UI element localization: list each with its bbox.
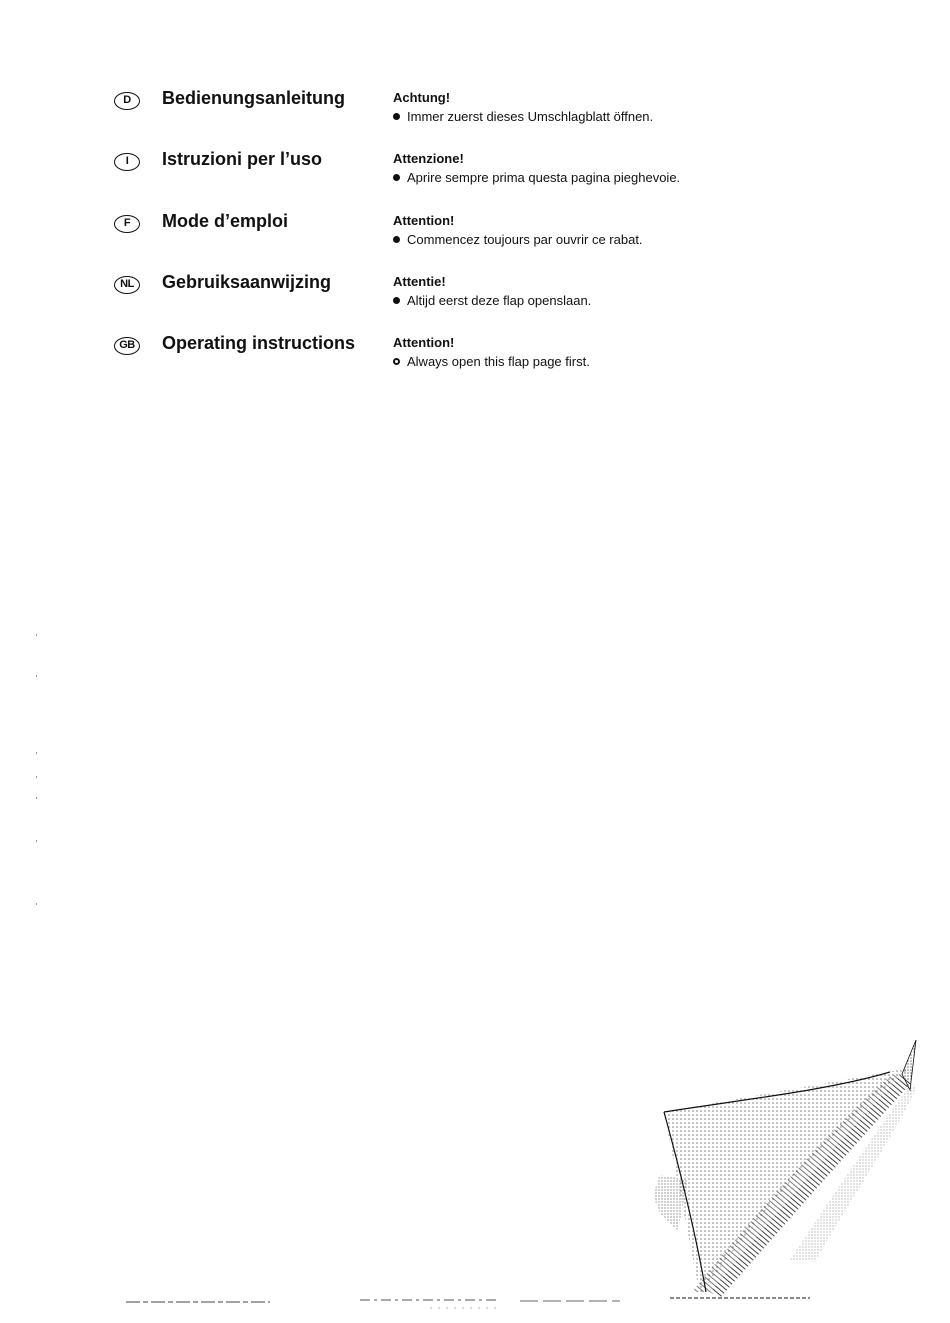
notice-text-content: Altijd eerst deze flap openslaan.	[407, 293, 592, 308]
margin-speck	[36, 752, 37, 754]
bullet-icon	[393, 297, 400, 304]
notice-heading: Attenzione!	[393, 151, 464, 166]
country-code-badge: NL	[114, 276, 140, 294]
bullet-icon	[393, 113, 400, 120]
language-title: Bedienungsanleitung	[162, 88, 346, 108]
language-row-de	[0, 88, 950, 152]
notice-text-content: Commencez toujours par ouvrir ce rabat.	[407, 232, 643, 247]
language-title: Mode d’emploi	[162, 211, 288, 231]
bullet-icon	[393, 358, 400, 365]
language-row-gb	[0, 333, 950, 397]
margin-speck	[36, 675, 37, 677]
notice-text-content: Aprire sempre prima questa pagina pieghevoie.	[407, 170, 681, 185]
language-title: Operating instructions	[162, 333, 356, 353]
notice-text	[393, 170, 680, 185]
country-code-badge: GB	[114, 337, 140, 355]
country-code-badge: I	[114, 153, 140, 171]
notice-heading: Attentie!	[393, 274, 446, 289]
notice-text-content: Always open this flap page first.	[407, 354, 590, 369]
notice-text	[393, 109, 653, 124]
bullet-icon	[393, 174, 400, 181]
language-title: Gebruiksaanwijzing	[162, 272, 332, 292]
language-row-fr	[0, 211, 950, 275]
language-row-it	[0, 149, 950, 213]
margin-speck	[36, 776, 37, 778]
notice-heading: Achtung!	[393, 90, 451, 105]
language-title: Istruzioni per l’uso	[162, 149, 323, 169]
country-code-badge: D	[114, 92, 140, 110]
notice-text	[393, 354, 590, 369]
page-curl-illustration	[640, 1030, 930, 1310]
bullet-icon	[393, 236, 400, 243]
notice-text-content: Immer zuerst dieses Umschlagblatt öffnen.	[407, 109, 654, 124]
notice-text	[393, 232, 643, 247]
notice-heading: Attention!	[393, 335, 455, 350]
margin-speck	[36, 797, 37, 799]
notice-heading: Attention!	[393, 213, 455, 228]
margin-speck	[36, 903, 37, 905]
country-code-badge: F	[114, 215, 140, 233]
scan-artifact-line	[120, 1290, 820, 1320]
margin-speck	[36, 840, 37, 842]
notice-text	[393, 293, 591, 308]
margin-speck	[36, 634, 37, 636]
language-row-nl	[0, 272, 950, 336]
